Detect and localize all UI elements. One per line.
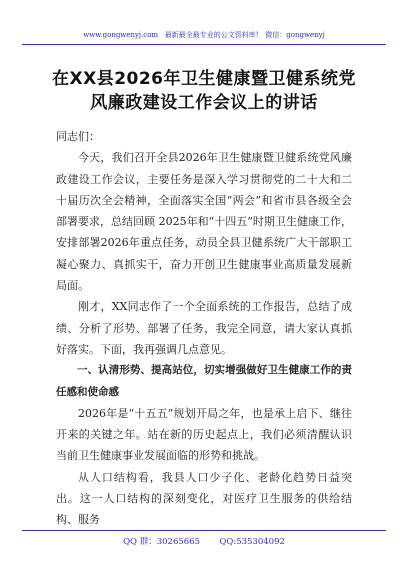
section-heading: 一、认清形势、提高站位，切实增强做好卫生健康工作的责任感和使命感 [56, 364, 352, 398]
qq-group-text: QQ 群：30265665 [123, 537, 200, 547]
wechat-text: 微信：gongwenyj [265, 31, 325, 39]
footer-divider [22, 530, 386, 531]
website-link[interactable]: www.gongwenyj.com [83, 31, 159, 39]
header-bar [0, 30, 408, 40]
paragraph: 今天，我们召开全县2026年卫生健康暨卫健系统党风廉政建设工作会议，主要任务是深入学习贯彻党的二十大和二十届历次全会精神，全面落实全国“两会”和省市县各级全会部署要求，总结回顾 2025年和“十四五”时期卫生健康工作，安排部署2026年重点任务，动员全县卫健系统广大干部职工凝心聚力、真抓实干，奋力开创卫生健康事业高质量发展新局面。 [56, 151, 352, 293]
paragraph: 2026年是“十五五”规划开局之年，也是承上启下、继往开来的关键之年。站在新的历史起点上，我们必须清醒认识当前卫生健康事业发展面临的形势和挑战。 [56, 406, 352, 463]
slogan-text: 最新最全最专业的公文资料库! [164, 31, 259, 39]
paragraph: 从人口结构看，我县人口少子化、老龄化趋势日益突出。这一人口结构的深刻变化，对医疗卫生服务的供给结构、服务 [56, 470, 352, 527]
qq-contact-text: QQ:535304092 [219, 537, 285, 547]
header-divider [22, 44, 386, 45]
document-title-line-1: 在XX县2026年卫生健康暨卫健系统党 [51, 69, 357, 89]
document-body [56, 126, 352, 531]
salutation: 同志们： [56, 130, 100, 143]
footer-bar [0, 535, 408, 547]
document-title-line-2: 风廉政建设工作会议上的讲话 [90, 93, 318, 113]
paragraph: 刚才，XX同志作了一个全面系统的工作报告，总结了成绩、分析了形势、部署了任务，我完全同意，请大家认真抓好落实。下面，我再强调几点意见。 [56, 300, 352, 356]
